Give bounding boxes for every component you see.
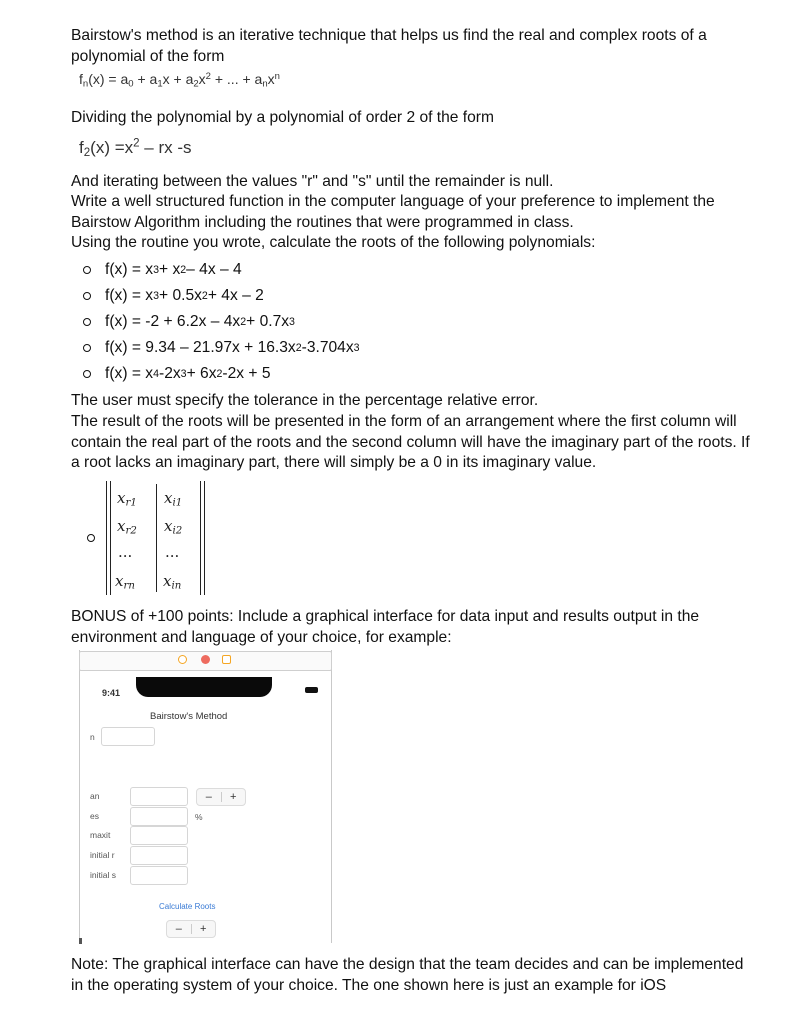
list-item: f(x) = x 3 + x 2 – 4x – 4 bbox=[83, 257, 360, 283]
matrix-cell: $x_{r2}$ bbox=[117, 517, 137, 537]
note-paragraph: Note: The graphical interface can have the design that the team decides and can be implemented in the operating system of your choice. The one shown here is just an example for iOS bbox=[71, 956, 744, 994]
task-line-2: Write a well structured function in the computer language of your preference to implement the Bairstow Algorithm including the routines that were programmed in class. bbox=[71, 193, 715, 231]
calculate-roots-button[interactable]: Calculate Roots bbox=[159, 902, 216, 911]
list-item: f(x) = x 3 + 0.5x 2 + 4x – 2 bbox=[83, 283, 360, 309]
window-control-icon bbox=[178, 655, 187, 664]
bullet-icon bbox=[83, 292, 91, 300]
plus-button[interactable]: + bbox=[200, 923, 207, 935]
dividing-paragraph: Dividing the polynomial by a polynomial of order 2 of the form bbox=[71, 109, 494, 126]
bullet-icon bbox=[83, 318, 91, 326]
label-n: n bbox=[90, 732, 95, 742]
gui-title: Bairstow's Method bbox=[150, 711, 228, 722]
window-control-icon bbox=[222, 655, 231, 664]
minus-button[interactable]: – bbox=[205, 791, 212, 803]
bullet-icon bbox=[87, 534, 95, 542]
label-maxit: maxit bbox=[90, 830, 111, 840]
bullet-icon bbox=[83, 344, 91, 352]
matrix-cell: ... bbox=[165, 543, 180, 561]
task-line-3: Using the routine you wrote, calculate the roots of the following polynomials: bbox=[71, 234, 596, 251]
polynomial-list bbox=[83, 257, 360, 387]
matrix-left-bar bbox=[106, 481, 107, 595]
list-item: f(x) = -2 + 6.2x – 4x 2 + 0.7x 3 bbox=[83, 309, 360, 335]
bonus-paragraph: BONUS of +100 points: Include a graphical interface for data input and results output in the environment and language of your choice, for example: bbox=[71, 608, 700, 646]
initial-s-input[interactable] bbox=[130, 866, 188, 885]
matrix-cell: $x_{in}$ bbox=[163, 572, 182, 592]
task-line-1: And iterating between the values "r" and "s" until the remainder is null. bbox=[71, 173, 554, 190]
matrix-cell: ... bbox=[118, 543, 133, 561]
label-initial-r: initial r bbox=[90, 850, 115, 860]
matrix-column-separator bbox=[156, 484, 157, 592]
list-item: f(x) = 9.34 – 21.97x + 16.3x 2 -3.704x 3 bbox=[83, 335, 360, 361]
n-input[interactable] bbox=[101, 727, 155, 746]
an-input[interactable] bbox=[130, 787, 188, 806]
battery-icon bbox=[305, 687, 318, 693]
matrix-cell: $x_{r1}$ bbox=[117, 489, 137, 509]
minus-button[interactable]: – bbox=[175, 923, 182, 935]
label-initial-s: initial s bbox=[90, 870, 116, 880]
label-es: es bbox=[90, 811, 99, 821]
matrix-left-bar bbox=[110, 481, 111, 595]
es-input[interactable] bbox=[130, 807, 188, 826]
matrix-right-bar bbox=[204, 481, 205, 595]
frame-corner-mark bbox=[79, 938, 82, 944]
initial-r-input[interactable] bbox=[130, 846, 188, 865]
result-paragraph: The result of the roots will be presented in the form of an arrangement where the first column will contain the real part of the roots and the second column will have the imaginary part of the roots. If a root lacks an imaginary part, there will simply be a 0 in its imaginary value. bbox=[71, 413, 750, 471]
list-item: f(x) = x 4 -2x 3 + 6x 2 -2x + 5 bbox=[83, 361, 360, 387]
tolerance-paragraph: The user must specify the tolerance in the percentage relative error. bbox=[71, 392, 539, 409]
divisor-formula: $f_2(x) =x^2$ – rx -s bbox=[79, 137, 192, 159]
maxit-input[interactable] bbox=[130, 826, 188, 845]
matrix-cell: $x_{i1}$ bbox=[164, 489, 183, 509]
bullet-icon bbox=[83, 370, 91, 378]
intro-paragraph: Bairstow's method is an iterative technique that helps us find the real and complex roots of a polynomial of the form bbox=[71, 27, 707, 65]
general-polynomial-formula: $f_n(x) = a_0 + a_1x + a_2x^2$ + ... + $a_nx^n$ bbox=[79, 70, 280, 90]
an-stepper[interactable] bbox=[196, 788, 246, 806]
window-control-icon bbox=[201, 655, 210, 664]
status-time: 9:41 bbox=[102, 688, 121, 698]
phone-notch bbox=[136, 677, 272, 697]
plus-button[interactable]: + bbox=[230, 791, 237, 803]
results-stepper[interactable] bbox=[166, 920, 216, 938]
percent-label: % bbox=[195, 812, 203, 822]
matrix-cell: $x_{rn}$ bbox=[115, 572, 135, 592]
matrix-right-bar bbox=[200, 481, 201, 595]
label-an: an bbox=[90, 791, 100, 801]
bullet-icon bbox=[83, 266, 91, 274]
matrix-cell: $x_{i2}$ bbox=[164, 517, 183, 537]
